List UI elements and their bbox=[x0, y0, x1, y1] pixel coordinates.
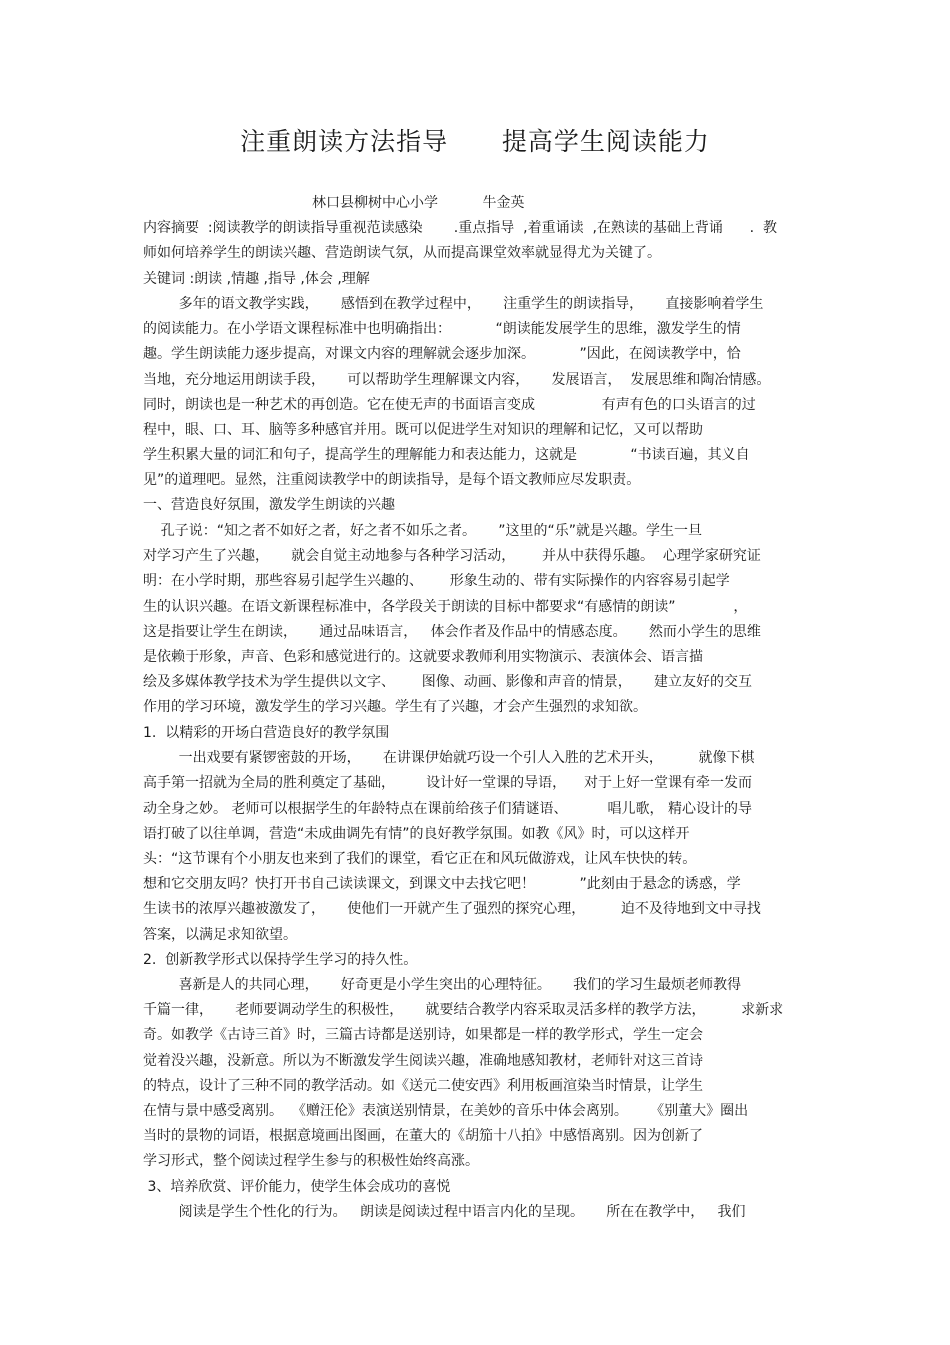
text-line: 对学习产生了兴趣， 就会自觉主动地参与各种学习活动， 并从中获得乐趣。 心理学家研究证 bbox=[143, 548, 761, 564]
text-line: 同时，朗读也是一种艺术的再创造。它在使无声的书面语言变成 有声有色的口头语言的过 bbox=[143, 397, 756, 413]
text-line: 内容摘要 :阅读教学的朗读指导重视范读感染 .重点指导 ,着重诵读 ,在熟读的基础上背诵 . 教 bbox=[143, 220, 777, 236]
text-line: 学生积累大量的词汇和句子，提高学生的理解能力和表达能力，这就是 “书读百遍，其义自 bbox=[143, 447, 750, 463]
text-line: 动全身之妙。 老师可以根据学生的年龄特点在课前给孩子们猜谜语、 唱儿歌， 精心设计的导 bbox=[143, 801, 752, 817]
text-line: 的阅读能力。在小学语文课程标准中也明确指出： “朗读能发展学生的思维，激发学生的情 bbox=[143, 321, 741, 337]
text-line: 一、营造良好氛围，激发学生朗读的兴趣 bbox=[143, 497, 395, 513]
text-line: 语打破了以往单调，营造“未成曲调先有情”的良好教学氛围。如教《风》时，可以这样开 bbox=[143, 826, 690, 842]
text-line: 是依赖于形象，声音、色彩和感觉进行的。这就要求教师利用实物演示、表演体会、语言描 bbox=[143, 649, 703, 665]
text-line: 觉着没兴趣，没新意。所以为不断激发学生阅读兴趣，准确地感知教材，老师针对这三首诗 bbox=[143, 1053, 703, 1069]
text-line: 想和它交朋友吗？快打开书自己读读课文，到课文中去找它吧！ ”此刻由于悬念的诱惑，学 bbox=[143, 876, 741, 892]
text-line: 作用的学习环境，激发学生的学习兴趣。学生有了兴趣，才会产生强烈的求知欲。 bbox=[143, 699, 647, 715]
text-line: 趣。学生朗读能力逐步提高，对课文内容的理解就会逐步加深。 ”因此，在阅读教学中，恰 bbox=[143, 346, 741, 362]
text-line: 头：“这节课有个小朋友也来到了我们的课堂，看它正在和风玩做游戏，让风车快快的转。 bbox=[143, 851, 697, 867]
text-line: 当地，充分地运用朗读手段， 可以帮助学生理解课文内容， 发展语言， 发展思维和陶冶情感。 bbox=[143, 372, 771, 388]
text-line: 在情与景中感受离别。 《赠汪伦》表演送别情景，在美妙的音乐中体会离别。 《别董大》圈出 bbox=[143, 1103, 749, 1119]
text-line: 学习形式，整个阅读过程学生参与的积极性始终高涨。 bbox=[143, 1153, 479, 1169]
text-line: 千篇一律， 老师要调动学生的积极性， 就要结合教学内容采取灵活多样的教学方法， 求新求 bbox=[143, 1002, 784, 1018]
author-line: 林口县柳树中心小学 牛金英 bbox=[312, 195, 525, 211]
text-line: 阅读是学生个性化的行为。 朗读是阅读过程中语言内化的呈现。 所在在教学中， 我们 bbox=[143, 1204, 746, 1220]
text-line: 2. 创新教学形式以保持学生学习的持久性。 bbox=[143, 952, 418, 968]
text-line: 高手第一招就为全局的胜利奠定了基础， 设计好一堂课的导语， 对于上好一堂课有牵一发而 bbox=[143, 775, 752, 791]
text-line: 当时的景物的词语，根据意境画出图画，在董大的《胡笳十八拍》中感悟离别。因为创新了 bbox=[143, 1128, 703, 1144]
text-line: 生的认识兴趣。在语文新课程标准中，各学段关于朗读的目标中都要求“有感情的朗读” ， bbox=[143, 599, 748, 615]
text-line: 3、培养欣赏、评价能力，使学生体会成功的喜悦 bbox=[143, 1179, 451, 1195]
text-line: 答案，以满足求知欲望。 bbox=[143, 927, 297, 943]
text-line: 孔子说：“知之者不如好之者，好之者不如乐之者。 ”这里的“乐”就是兴趣。学生一旦 bbox=[143, 523, 703, 539]
document-title: 注重朗读方法指导 提高学生阅读能力 bbox=[240, 127, 710, 156]
text-line: 程中，眼、口、耳、脑等多种感官并用。既可以促进学生对知识的理解和记忆，又可以帮助 bbox=[143, 422, 703, 438]
text-line: 多年的语文教学实践， 感悟到在教学过程中， 注重学生的朗读指导， 直接影响着学生 bbox=[143, 296, 764, 312]
text-line: 师如何培养学生的朗读兴趣、营造朗读气氛，从而提高课堂效率就显得尤为关键了。 bbox=[143, 245, 661, 261]
text-line: 见”的道理吧。显然，注重阅读教学中的朗读指导，是每个语文教师应尽发职责。 bbox=[143, 472, 641, 488]
text-line: 这是指要让学生在朗读， 通过品味语言， 体会作者及作品中的情感态度。 然而小学生的思维 bbox=[143, 624, 761, 640]
text-line: 关键词 :朗读 ,情趣 ,指导 ,体会 ,理解 bbox=[143, 271, 370, 287]
text-line: 奇。如教学《古诗三首》时，三篇古诗都是送别诗，如果都是一样的教学形式，学生一定会 bbox=[143, 1027, 703, 1043]
text-line: 生读书的浓厚兴趣被激发了， 使他们一开就产生了强烈的探究心理， 迫不及待地到文中寻找 bbox=[143, 901, 761, 917]
text-line: 喜新是人的共同心理， 好奇更是小学生突出的心理特征。 我们的学习生最烦老师教得 bbox=[143, 977, 742, 993]
text-line: 一出戏要有紧锣密鼓的开场， 在讲课伊始就巧设一个引人入胜的艺术开头， 就像下棋 bbox=[143, 750, 755, 766]
text-line: 1. 以精彩的开场白营造良好的教学氛围 bbox=[143, 725, 390, 741]
text-line: 明：在小学时期，那些容易引起学生兴趣的、 形象生动的、带有实际操作的内容容易引起学 bbox=[143, 573, 730, 589]
text-line: 的特点，设计了三种不同的教学活动。如《送元二使安西》利用板画渲染当时情景，让学生 bbox=[143, 1078, 703, 1094]
text-line: 绘及多媒体教学技术为学生提供以文字、 图像、动画、影像和声音的情景， 建立友好的交互 bbox=[143, 674, 752, 690]
